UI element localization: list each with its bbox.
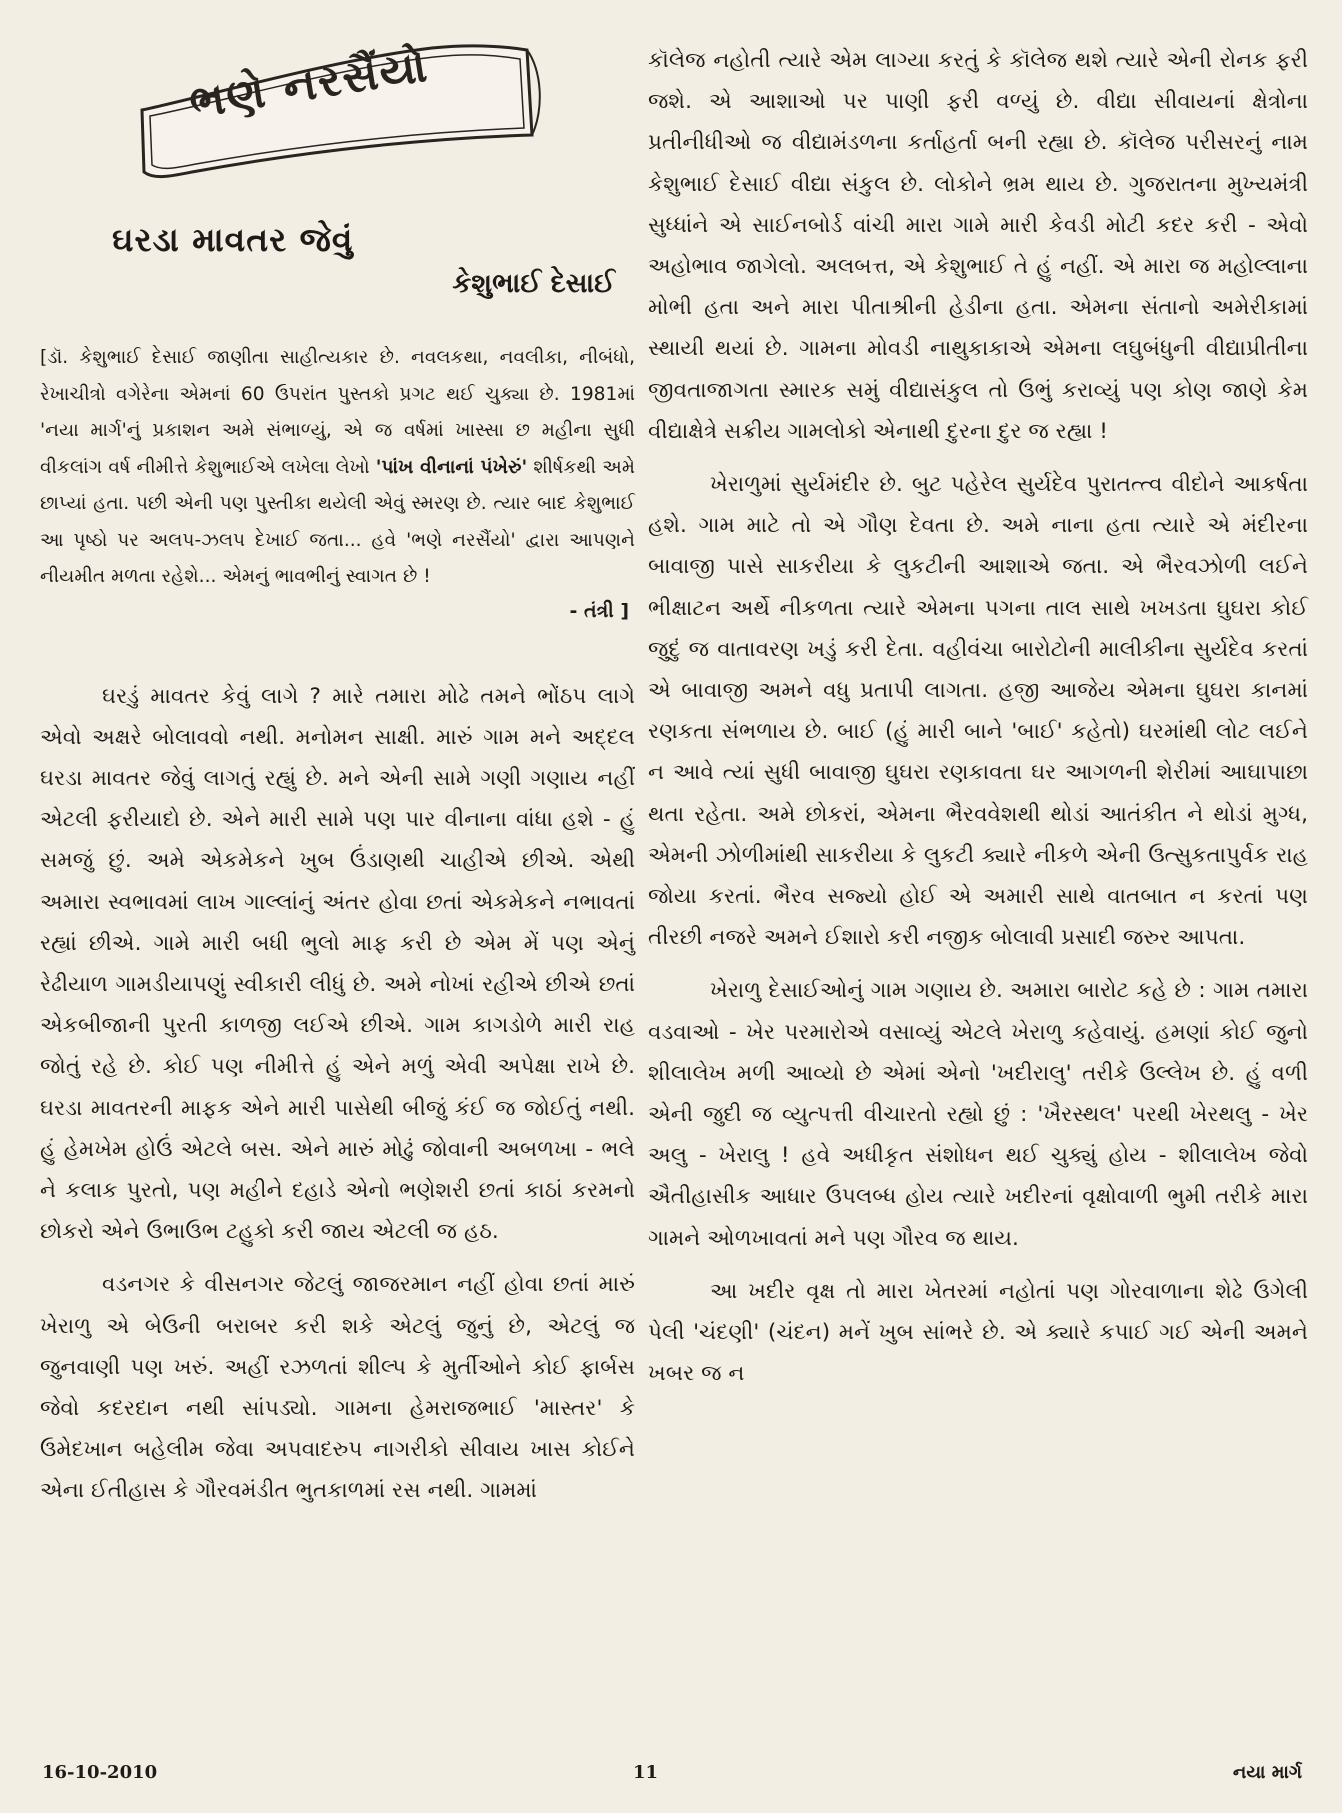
issue-date: 16-10-2010: [42, 1762, 158, 1783]
right-paragraph-4: આ ખદીર વૃક્ષ તો મારા ખેતરમાં નહોતાં પણ ગોરવાળાના શેઢે ઉગેલી પેલી 'ચંદણી' (ચંદન) મનેં ખુબ સાંભરે છે. એ ક્યારે કપાઈ ગઈ એની અમને ખબર જ ન: [648, 1278, 1308, 1387]
editor-intro: [40, 340, 635, 596]
left-paragraph-2: વડનગર કે વીસનગર જેટલું જાજરમાન નહીં હોવા છતાં મારું ખેરાળુ એ બેઉની બરાબર કરી શકે એટલું જુનું છે, એટલું જ જુનવાણી પણ ખરું. અહીં રઝળતાં શીલ્પ કે મુર્તીઓને કોઈ ફાર્બસ જેવો કદરદાન નથી સાંપડ્યો. ગામના હેમરાજભાઈ 'માસ્તર' કે ઉમેદખાન બહેલીમ જેવા અપવાદરુપ નાગરીકો સીવાય ખાસ કોઈને એના ઈતીહાસ કે ગૌરવમંડીત ભુતકાળમાં રસ નથી. ગામમાં: [40, 1272, 635, 1504]
right-paragraph-2: ખેરાળુમાં સુર્યમંદીર છે. બુટ પહેરેલ સુર્યદેવ પુરાતત્ત્વ વીદોને આકર્ષતા હશે. ગામ માટે તો એ ગૌણ દેવતા છે. અમે નાના હતા ત્યારે એ મંદીરના બાવાજી પાસે સાકરીયા કે લુકટીની આશાએ જતા. એ ભૈરવઝોળી લઈને ભીક્ષાટન અર્થે નીકળતા ત્યારે એમના પગના તાલ સાથે ખખડતા ઘુઘરા કોઈ જુદું જ વાતાવરણ ખડું કરી દેતા. વહીવંચા બારોટોની માલીકીના સુર્યદેવ કરતાં એ બાવાજી અમને વધુ પ્રતાપી લાગતા. હજી આજેય એમના ઘુઘરા કાનમાં રણકતા સંભળાય છે. બાઈ (હું મારી બાને 'બાઈ' કહેતો) ઘરમાંથી લોટ લઈને ન આવે ત્યાં સુધી બાવાજી ઘુઘરા રણકાવતા ઘર આગળની શેરીમાં આઘાપાછા થતા રહેતા. અમે છોકરાં, એમના ભૈરવવેશથી થોડાં આતંકીત ને થોડાં મુગ્ધ, એમની ઝોળીમાંથી સાકરીયા કે લુકટી ક્યારે નીકળે એની ઉત્સુકતાપુર્વક રાહ જોયા કરતાં. ભૈરવ સજ્યો હોઈ એ અમારી સાથે વાતબાત ન કરતાં પણ તીરછી નજરે અમને ઈશારો કરી નજીક બોલાવી પ્રસાદી જરુર આપતા.: [648, 472, 1308, 951]
intro-text-part1: [ડૉ. કેશુભાઈ દેસાઈ જાણીતા સાહીત્યકાર છે. નવલકથા, નવલીકા, નીબંધો, રેખાચીત્રો વગેરેના એમનાં 60 ઉપરાંત પુસ્તકો પ્રગટ થઈ ચુક્યા છે. 1981માં 'નયા માર્ગ'નું પ્રકાશન અમે સંભાળ્યું, એ જ વર્ષમાં ખાસ્સા છ મહીના સુધી વીકલાંગ વર્ષ નીમીત્તે કેશુભાઈએ લખેલા લેખો: [40, 347, 635, 478]
intro-text-part2: શીર્ષકથી અમે છાપ્યાં હતા. પછી એની પણ પુસ્તીકા થયેલી એવું સ્મરણ છે. ત્યાર બાદ કેશુભાઈ આ પૃષ્ઠો પર અલપ-ઝલપ દેખાઈ જતા... હવે 'ભણે નરસૈંયો' દ્વારા આપણને નીયમીત મળતા રહેશે... એમનું ભાવભીનું સ્વાગત છે !: [40, 456, 635, 587]
column-logo-text: ભણે નરસૈંયો: [186, 40, 433, 129]
right-paragraph-3: ખેરાળુ દેસાઈઓનું ગામ ગણાય છે. અમારા બારોટ કહે છે : ગામ તમારા વડવાઓ - ખેર પરમારોએ વસાવ્યું એટલે ખેરાળુ કહેવાયું. હમણાં કોઈ જુનો શીલાલેખ મળી આવ્યો છે એમાં એનો 'ખદીરાલુ' તરીકે ઉલ્લેખ છે. હું વળી એની જુદી જ વ્યુત્પત્તી વીચારતો રહ્યો છું : 'ખૈરસ્થલ' પરથી ખેરથલુ - ખેર અલુ - ખેરાલુ ! હવે અધીકૃત સંશોધન થઈ ચુક્યું હોય - શીલાલેખ જેવો ઐતીહાસીક આધાર ઉપલબ્ધ હોય ત્યારે ખદીરનાં વૃક્ષોવાળી ભુમી તરીકે મારા ગામને ઓળખાવતાં મને પણ ગૌરવ જ થાય.: [648, 978, 1308, 1251]
right-paragraph-1: કૉલેજ નહોતી ત્યારે એમ લાગ્યા કરતું કે કૉલેજ થશે ત્યારે એની રોનક ફરી જશે. એ આશાઓ પર પાણી ફરી વળ્યું છે. વીદ્યા સીવાયનાં ક્ષેત્રોના પ્રતીનીધીઓ જ વીદ્યામંડળના કર્તાહર્તા બની રહ્યા છે. કૉલેજ પરીસરનું નામ કેશુભાઈ દેસાઈ વીદ્યા સંકુલ છે. લોકોને ભ્રમ થાય છે. ગુજરાતના મુખ્યમંત્રી સુધ્ધાંને એ સાઈનબોર્ડ વાંચી મારા ગામે મારી કેવડી મોટી કદર કરી - એવો અહોભાવ જાગેલો. અલબત્ત, એ કેશુભાઈ તે હું નહીં. એ મારા જ મહોલ્લાના મોભી હતા અને મારા પીતાશ્રીની હેડીના હતા. એમના સંતાનો અમેરીકામાં સ્થાયી થયાં છે. ગામના મોવડી નાથુકાકાએ એમના લઘુબંધુની વીદ્યાપ્રીતીના જીવતાજાગતા સ્મારક સમું વીદ્યાસંકુલ તો ઉભું કરાવ્યું પણ કોણ જાણે કેમ વીદ્યાક્ષેત્રે સક્રીય ગામલોકો એનાથી દુરના દુર જ રહ્યા !: [648, 48, 1308, 444]
magazine-name: નયા માર્ગ: [1232, 1762, 1302, 1783]
page-footer: [0, 1762, 1342, 1792]
article-author: કેશુભાઈ દેસાઈ: [452, 268, 615, 299]
editor-signature: - તંત્રી ]: [569, 599, 629, 622]
article-title: ઘરડા માવતર જેવું: [112, 220, 354, 259]
column-logo: [132, 40, 552, 180]
page-number: 11: [633, 1762, 659, 1783]
intro-highlight-title: 'પાંખ વીનાનાં પંખેરું': [375, 456, 528, 478]
left-paragraph-1: ઘરડું માવતર કેવું લાગે ? મારે તમારા મોઢે તમને ભોંઠપ લાગે એવો અક્ષરે બોલાવવો નથી. મનોમન સાક્ષી. મારું ગામ મને અદ્દલ ઘરડા માવતર જેવું લાગતું રહ્યું છે. મને એની સામે ગણી ગણાય નહીં એટલી ફરીયાદો છે. એને મારી સામે પણ પાર વીનાના વાંધા હશે - હું સમજું છું. અમે એકમેકને ખુબ ઉંડાણથી ચાહીએ છીએ. એથી અમારા સ્વભાવમાં લાખ ગાલ્લાંનું અંતર હોવા છતાં એકમેકને નભાવતાં રહ્યાં છીએ. ગામે મારી બધી ભુલો માફ કરી છે એમ મેં પણ એનું રેઢીયાળ ગામડીયાપણું સ્વીકારી લીધું છે. અમે નોખાં રહીએ છીએ છતાં એકબીજાની પુરતી કાળજી લઈએ છીએ. ગામ કાગડોળે મારી રાહ જોતું રહે છે. કોઈ પણ નીમીત્તે હું એને મળું એવી અપેક્ષા રાખે છે. ઘરડા માવતરની માફક એને મારી પાસેથી બીજું કંઈ જ જોઈતું નથી. હું હેમખેમ હોઉં એટલે બસ. એને મારું મોઢું જોવાની અબળખા - ભલે ને કલાક પુરતો, પણ મહીને દહાડે એનો ભણેશરી છતાં કાઠાં કરમનો છોકરો એને ઉભાઉભ ટહુકો કરી જાય એટલી જ હઠ.: [40, 683, 635, 1245]
right-column: [648, 40, 1308, 1395]
left-column: [40, 40, 635, 1512]
